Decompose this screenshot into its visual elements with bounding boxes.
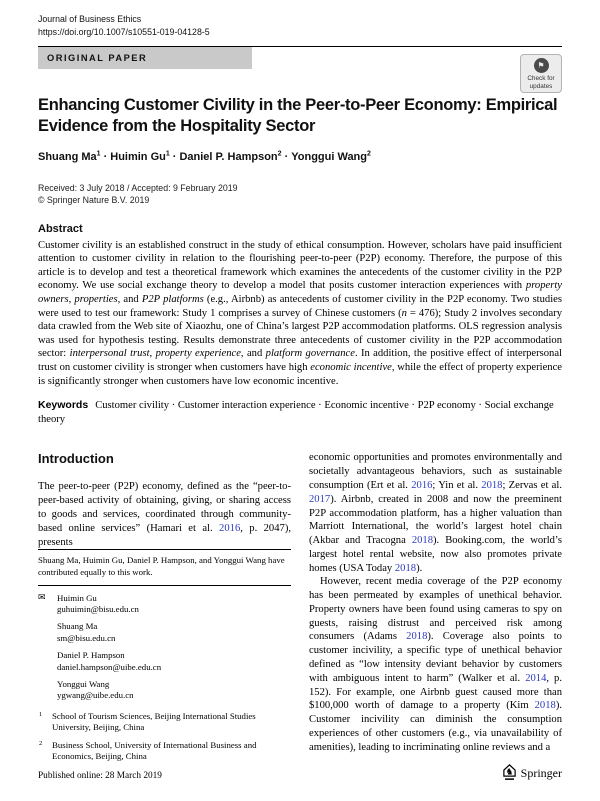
text-segment: property experience: [155, 348, 241, 360]
springer-wordmark: Springer: [520, 766, 562, 780]
check-updates-label: Check for updates: [527, 75, 555, 90]
citation-link[interactable]: 2018: [534, 700, 556, 712]
journal-name: Journal of Business Ethics: [38, 14, 142, 24]
intro-paragraph-left: [38, 480, 291, 549]
contact: [38, 650, 291, 673]
text-segment: , while the effect of property experience is significantly stronger when customers have low economic incentive.: [38, 362, 562, 387]
introduction-heading: Introduction: [38, 451, 114, 467]
affiliation: 2 Business School, University of International Business and Economics, Beijing, China: [39, 739, 257, 762]
text-segment: interpersonal trust: [69, 348, 150, 360]
contact: [38, 621, 291, 644]
text-segment: and: [120, 294, 142, 305]
correspondence-list: [38, 593, 291, 702]
citation-link[interactable]: 2018: [406, 631, 428, 643]
author-separator: ·: [103, 150, 108, 163]
author-separator: ·: [284, 150, 289, 163]
text-segment: ). Booking.com, the world’s largest hotel rental website, now also promotes private homes (USA Today: [309, 535, 562, 574]
author-name: Shuang Ma$^1$: [38, 149, 101, 163]
citation-link[interactable]: 2017: [309, 493, 331, 505]
text-segment: n: [401, 307, 407, 319]
authors-line: [38, 150, 562, 163]
text-segment: property owners, properties,: [38, 280, 562, 305]
contact-name: Yonggui Wang: [57, 679, 110, 690]
citation-link[interactable]: 2016: [411, 480, 433, 492]
keywords-text: Customer civility · Customer interaction experience · Economic incentive · P2P economy · Social exchange theory: [38, 400, 554, 425]
article-type-badge: ORIGINAL PAPER: [38, 47, 252, 69]
citation-link[interactable]: 2018: [411, 535, 433, 547]
text-segment: ). Coverage also points to customer incivility, a specific type of unethical behavior defined as “low intensity deviant behavior by customers with ambiguous intent to harm” (Walker et al.: [309, 631, 562, 684]
footnote-rule: [38, 549, 291, 550]
text-segment: , and: [240, 348, 266, 360]
text-segment: ). Customer incivility can diminish the consumption experiences of other customers (e.g., via unavailability of amenities), leading to incriminating online reviews and a: [309, 700, 562, 753]
text-segment: P2P platforms: [141, 294, 204, 305]
text-segment: economic opportunities and promotes environmentally and societally advantageous behaviors, such as sustainable consumption (Ert et al.: [309, 452, 562, 492]
citation-link[interactable]: 2014: [525, 672, 547, 684]
received-accepted-line: Received: 3 July 2018 / Accepted: 9 February 2019: [38, 182, 238, 193]
page-footer: [38, 763, 562, 781]
doi-link[interactable]: https://doi.org/10.1007/s10551-019-04128-5: [38, 27, 210, 37]
body-paragraph: [309, 575, 562, 754]
email-link[interactable]: daniel.hampson@uibe.edu.cn: [57, 661, 162, 672]
published-online: Published online: 28 March 2019: [38, 771, 162, 781]
email-link[interactable]: ygwang@uibe.edu.cn: [57, 690, 134, 701]
author-separator: ·: [172, 150, 177, 163]
text-segment: ). Airbnb, created in 2008 and now the preeminent P2P accommodation platform, has a higher valuation than Marriott International, the world’s largest hotel chain (Akbar and Tracogna: [309, 493, 562, 547]
contact-name: Shuang Ma: [57, 621, 98, 632]
text-segment: . In addition, the positive effect of interpersonal trust on customer civility is stronger when customers have high: [38, 348, 562, 374]
text-segment: , p. 2047), presents: [38, 522, 291, 548]
citation-link[interactable]: 2018: [394, 562, 417, 574]
copyright-line: © Springer Nature B.V. 2019: [38, 194, 150, 205]
check-updates-icon: [534, 58, 549, 73]
text-segment: The peer-to-peer (P2P) economy, defined as the “peer-to-peer-based activity of obtaining, giving, or sharing access to goods and services, coordinated through community-based online services” (Hamari et al.: [38, 481, 291, 534]
text-segment: ,: [149, 348, 156, 360]
contact: [38, 679, 291, 702]
contact-corresponding: [38, 593, 291, 616]
keywords-line: [38, 399, 562, 426]
text-segment: ; Yin et al.: [432, 480, 482, 492]
contact-name: Daniel P. Hampson: [57, 650, 125, 661]
author-name: Yonggui Wang$^2$: [291, 149, 371, 163]
text-segment: ).: [416, 562, 423, 574]
citation-link[interactable]: 2016: [219, 522, 241, 534]
svg-text:♞: ♞: [505, 767, 514, 778]
check-updates-badge[interactable]: [520, 54, 562, 93]
text-segment: platform governance: [265, 348, 355, 360]
main-columns: [38, 451, 562, 768]
citation-link[interactable]: 2018: [481, 480, 503, 492]
text-segment: = 476); Study 2 involves secondary data crawled from the Web site of Xiaozhu, one of China’s largest P2P accommodation platforms. OLS regression analysis was used for hypothesis testing. Results demonstrate three antecedents of customer civility in the P2P accommodation sector:: [38, 307, 562, 360]
keywords-label: Keywords: [38, 399, 89, 412]
springer-horse-icon: [502, 763, 517, 781]
text-segment: Customer civility is an established construct in the study of ethical consumption. However, scholars have paid insufficient attention to customer civility in relation to the flourishing peer-to-peer (P2P) economy. Therefore, the purpose of this article is to develop and test a theoretical framework which examines the antecedents of the customer civility in the P2P economy. We use social exchange theory to develop a model that posits customer interaction experiences with: [38, 239, 562, 292]
article-type-row: [38, 47, 562, 90]
footnote-rule: [38, 585, 291, 586]
email-link[interactable]: guhuimin@bisu.edu.cn: [57, 603, 139, 614]
abstract-text: [38, 239, 562, 389]
abstract-heading: Abstract: [38, 222, 83, 235]
text-segment: , p. 152). For example, one Airbnb guest caused more than $100,000 worth of damage to a property (Kim: [309, 672, 562, 712]
bookmark-flag-icon: ⚑: [537, 60, 545, 70]
paper-title: Enhancing Customer Civility in the Peer-to-Peer Economy: Empirical Evidence from the Hospitality Sector: [38, 96, 558, 135]
text-segment: ; Zervas et al.: [502, 480, 562, 492]
author-name: Daniel P. Hampson$^2$: [179, 149, 282, 163]
text-segment: economic incentive: [310, 362, 392, 374]
envelope-icon: ✉: [38, 591, 46, 602]
contact-name: Huimin Gu: [57, 592, 97, 603]
column-right: [309, 451, 562, 768]
column-left: [38, 451, 291, 768]
affiliation: 1 School of Tourism Sciences, Beijing International Studies University, Beijing, China: [39, 710, 256, 733]
contribution-note: Shuang Ma, Huimin Gu, Daniel P. Hampson, and Yonggui Wang have contributed equally to this work.: [38, 555, 285, 577]
text-segment: (e.g., Airbnb) as antecedents of customer civility in the P2P economy. Two studies were used to test our framework: Study 1 comprises a survey of Chinese customers (: [38, 294, 562, 319]
text-segment: However, recent media coverage of the P2P economy has been permeated by examples of unethical behavior. Property owners have been found using cameras to spy on guests, raising distrust and perceived risk among consumers (Adams: [309, 576, 562, 643]
email-link[interactable]: sm@bisu.edu.cn: [57, 632, 116, 643]
affiliations-list: [38, 711, 291, 763]
footnote-block: [38, 549, 291, 768]
springer-logo: [502, 763, 562, 781]
author-name: Huimin Gu$^1$: [110, 149, 170, 163]
body-paragraph: [309, 451, 562, 575]
